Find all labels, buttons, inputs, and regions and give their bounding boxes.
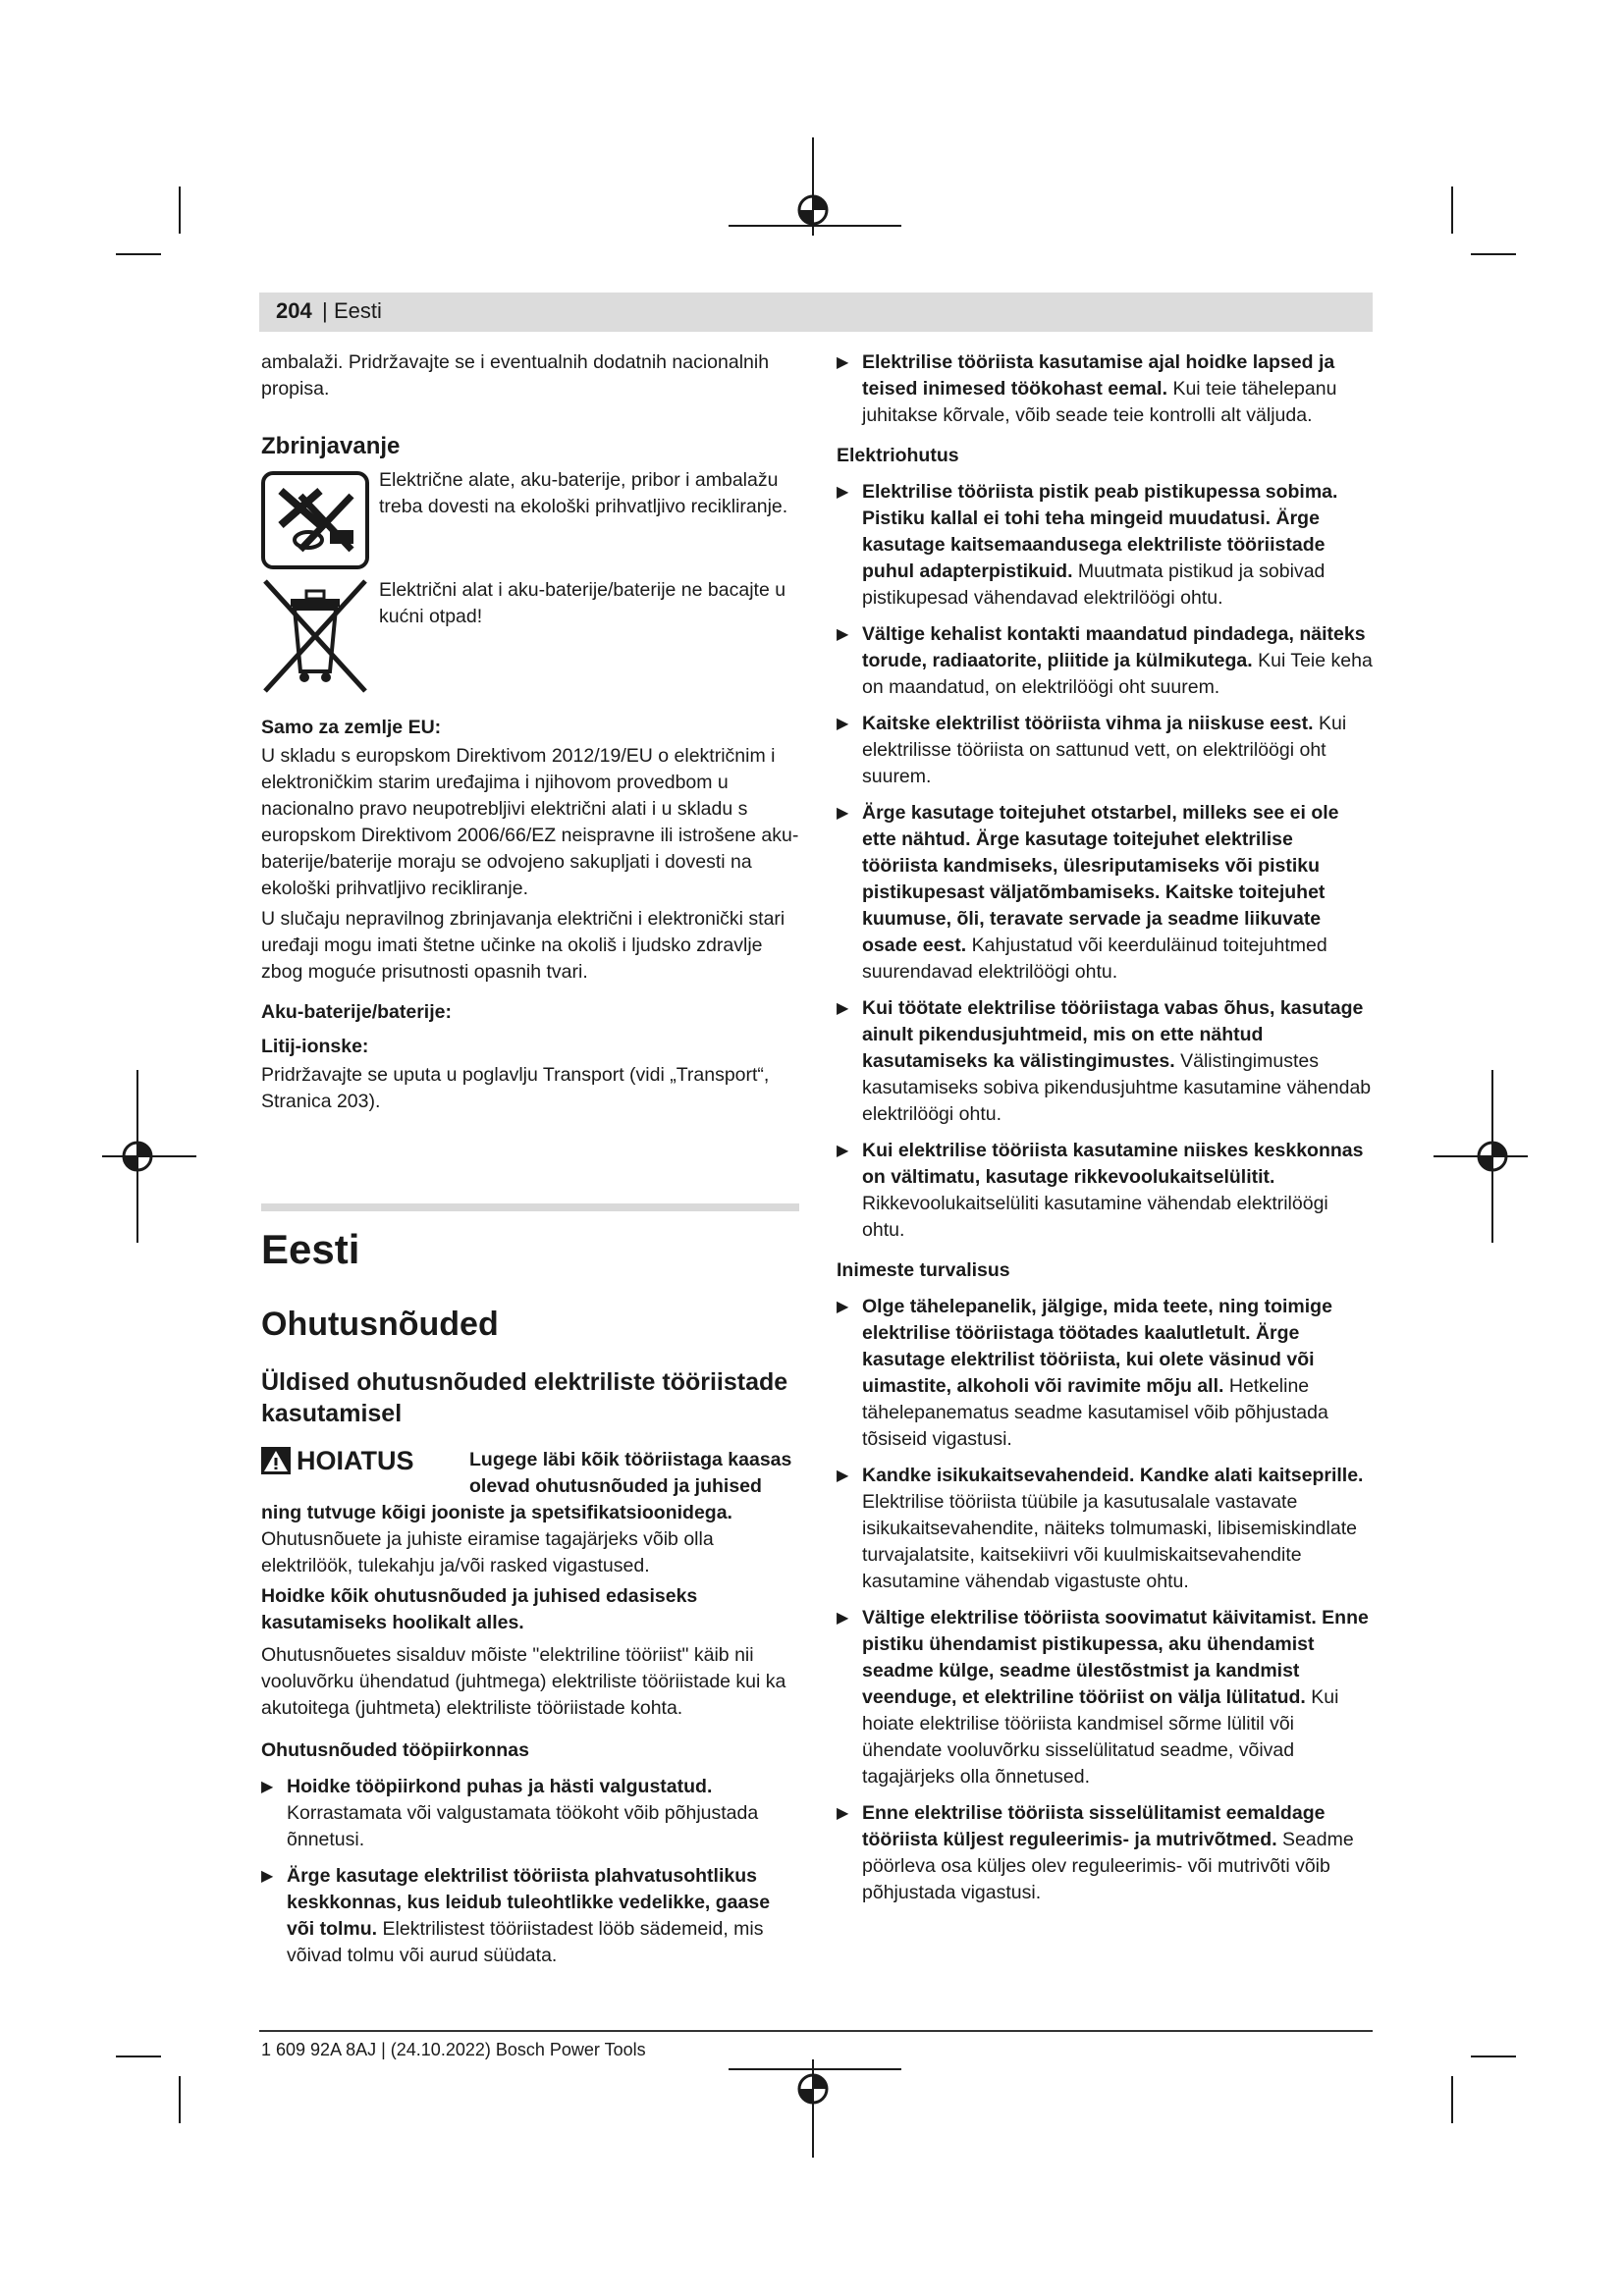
eu-heading: Samo za zemlje EU: [261,717,442,738]
list-item [837,621,1373,701]
personal-safety-heading: Inimeste turvalisus [837,1259,1010,1281]
page-number: 204 [276,298,312,323]
general-safety-heading: Üldised ohutusnõuded elektriliste tööriistade kasutamisel [261,1368,788,1427]
bullet-text: Kui hoiate elektrilise tööriista kandmisel sõrme lülitil või ühendate vooluvõrku sisselülitatud seadme, võivad tagajärjeks olla õnnetused. [862,1686,1339,1788]
warning-block [261,1447,799,1500]
bullet-lead: Elektrilise tööriista kasutamise ajal hoidke lapsed ja teised inimesed töökohast eemal. [862,351,1335,400]
warning-continuation: ning tutvuge kõigi jooniste ja spetsifikatsioonidega. [261,1502,732,1523]
list-item [837,479,1373,612]
disposal-row [261,471,799,569]
work-area-heading: Ohutusnõuded tööpiirkonnas [261,1739,529,1761]
liion-text: Pridržavajte se uputa u poglavlju Transport (vidi „Transport“, Stranica 203). [261,1064,770,1112]
eu-text: U skladu s europskom Direktivom 2012/19/EU o električnim i elektroničkim starim uređajima i njihovom provedbom u nacionalno pravo neupotrebljivi električni alati i u skladu s europskom Direktivom 2006/66/EZ neispravne ili istrošene aku-baterije/baterije moraju se odvojeno sakupljati i dovesti na ekološki prihvatljivo recikliranje. [261,745,799,899]
bullet-lead: Hoidke tööpiirkond puhas ja hästi valgustatud. [287,1776,713,1797]
list-item [261,1774,799,1853]
bullet-arrow-icon: ▶ [261,1779,274,1795]
page-header [259,293,1373,332]
crop-mark [179,2076,181,2123]
bullet-text: Muutmata pistikud ja sobivad pistikupesad vähendavad elektrilöögi ohtu. [862,561,1326,609]
bullet-arrow-icon: ▶ [837,1299,849,1315]
list-item [837,711,1373,790]
bullet-arrow-icon: ▶ [837,1143,849,1159]
bullet-text: Elektrilise tööriista tüübile ja kasutusalale vastavate isikukaitsevahendite, näiteks tolmumaski, libisemiskindlate turvajalatsite, kaitsekiivri või kuulmiskaitsevahendite kasutamine vähendab vigastuste ohtu. [862,1491,1357,1592]
crop-mark [179,187,181,234]
section-title: Eesti [261,1226,360,1272]
bullet-text: Seadme pöörleva osa küljes olev reguleerimis- või mutrivõti võib põhjustada vigastusi. [862,1829,1354,1903]
safety-title: Ohutusnõuded [261,1306,499,1343]
list-item [837,1138,1373,1244]
list-item [837,1605,1373,1790]
crop-mark [1451,2076,1453,2123]
crossed-bin-icon [261,577,369,695]
eu-text-2: U slučaju nepravilnog zbrinjavanja električni i elektronički stari uređaji mogu imati štetne učinke na okoliš i ljudsko zdravlje zbog moguće prisutnosti opasnih tvari. [261,908,785,983]
bullet-text: Välistingimustes kasutamiseks sobiva pikendusjuhtme kasutamine vähendab elektrilöögi ohtu. [862,1050,1372,1125]
disposal-text-1: Električne alate, aku-baterije, pribor i ambalažu treba dovesti na ekološki prihvatljivo recikliranje. [379,469,788,517]
bullet-text: Rikkevoolukaitselüliti kasutamine vähendab elektrilöögi ohtu. [862,1193,1328,1241]
intro-text: ambalaži. Pridržavajte se i eventualnih dodatnih nacionalnih propisa. [261,351,770,400]
list-item [261,1863,799,1969]
bullet-text: Kahjustatud või keerduläinud toitejuhtmed suurendavad elektrilöögi ohtu. [862,934,1327,983]
crop-mark [1451,187,1453,234]
bullet-arrow-icon: ▶ [837,354,849,371]
registration-mark-icon [1434,1070,1528,1243]
warning-text: Lugege läbi kõik tööriistaga kaasas olevad ohutusnõuded ja juhised [469,1449,792,1497]
bullet-arrow-icon: ▶ [837,1610,849,1627]
header-separator: | [322,298,328,323]
warning-label [261,1447,414,1474]
bullet-lead: Kandke isikukaitsevahendeid. Kandke alati kaitseprille. [862,1465,1364,1486]
disposal-text-2: Električni alat i aku-baterije/baterije ne bacajte u kućni otpad! [379,579,786,627]
bullet-text: Elektrilistest tööriistadest lööb sädemeid, mis võivad tolmu või aurud süüdata. [287,1918,764,1966]
bullet-arrow-icon: ▶ [837,716,849,732]
bullet-text: Hetkeline tähelepanematus seadme kasutamisel võib põhjustada tõsiseid vigastusi. [862,1375,1328,1450]
bullet-arrow-icon: ▶ [837,1468,849,1484]
crop-mark [116,2056,161,2057]
bullet-text: Kui elektrilisse tööriista on sattunud vett, on elektrilöögi oht suurem. [862,713,1347,787]
list-item [837,1294,1373,1453]
bullet-lead: Enne elektrilise tööriista sisselülitamist eemaldage tööriista küljest reguleerimis- ja mutrivõtmed. [862,1802,1326,1850]
registration-mark-icon [729,2059,901,2158]
bullet-arrow-icon: ▶ [261,1868,274,1885]
footer-text: 1 609 92A 8AJ | (24.10.2022) Bosch Power Tools [261,2040,646,2059]
bullet-lead: Vältige elektrilise tööriista soovimatut käivitamist. Enne pistiku ühendamist pistikupessa, aku ühendamist seadme külge, seadme ülestõstmist ja kandmist veenduge, et elektriline tööriist on välja lülitatud. [862,1607,1369,1708]
bullet-arrow-icon: ▶ [837,626,849,643]
bullet-text: Kui teie tähelepanu juhitakse kõrvale, võib seade teie kontrolli alt väljuda. [862,378,1337,426]
bullet-text: Korrastamata või valgustamata töökoht võib põhjustada õnnetusi. [287,1802,759,1850]
bullet-arrow-icon: ▶ [837,484,849,501]
bullet-lead: Ärge kasutage elektrilist tööriista plahvatusohtlikus keskkonnas, kus leidub tuleohtlikke vedelikke, gaase või tolmu. [287,1865,771,1940]
recycling-symbol-icon [261,471,369,569]
warning-triangle-icon [261,1447,291,1474]
bullet-arrow-icon: ▶ [837,1000,849,1017]
crop-mark [1471,253,1516,255]
disposal-row [261,577,799,695]
keep-instructions: Hoidke kõik ohutusnõuded ja juhised edasiseks kasutamiseks hoolikalt alles. [261,1585,698,1633]
crop-mark [1471,2056,1516,2057]
header-language: Eesti [334,298,382,323]
list-item [837,349,1373,429]
bullet-lead: Vältige kehalist kontakti maandatud pindadega, näiteks torude, radiaatorite, pliitide ja külmikutega. [862,623,1366,671]
list-item [837,1463,1373,1595]
list-item [837,1800,1373,1906]
bullet-lead: Kaitske elektrilist tööriista vihma ja niiskuse eest. [862,713,1314,734]
term-definition: Ohutusnõuetes sisalduv mõiste "elektriline tööriist" käib nii vooluvõrku ühendatud (juhtmega) elektriliste tööriistade kui ka akutoitega (juhtmeta) elektriliste tööriistade kohta. [261,1644,786,1719]
bullet-lead: Kui elektrilise tööriista kasutamine niiskes keskkonnas on vältimatu, kasutage rikkevoolukaitselülitit. [862,1140,1364,1188]
footer-rule [259,2030,1373,2032]
crop-mark [116,253,161,255]
bullet-lead: Ärge kasutage toitejuhet otstarbel, milleks see ei ole ette nähtud. Ärge kasutage toitejuhet elektrilise tööriista kandmiseks, ülesriputamiseks või pistiku pistikupesast väljatõmbamiseks. Kaitske toitejuhet kuumuse, õli, teravate servade ja seadme liikuvate osade eest. [862,802,1339,956]
disposal-heading: Zbrinjavanje [261,433,401,459]
bullet-lead: Olge tähelepanelik, jälgige, mida teete, ning toimige elektrilise tööriistaga töötades kaalutletult. Ärge kasutage elektrilist tööriista, kui olete väsinud või uimastite, alkoholi või ravimite mõju all. [862,1296,1332,1397]
bullet-arrow-icon: ▶ [837,805,849,822]
warning-body: Ohutusnõuete ja juhiste eiramise tagajärjeks võib olla elektrilöök, tulekahju ja/või rasked vigastused. [261,1528,714,1576]
battery-heading: Aku-baterije/baterije: [261,1001,452,1023]
bullet-arrow-icon: ▶ [837,1805,849,1822]
bullet-lead: Kui töötate elektrilise tööriistaga vabas õhus, kasutage ainult pikendusjuhtmeid, mis on ette nähtud kasutamiseks ka välistingimustes. [862,997,1364,1072]
registration-mark-icon [102,1070,196,1243]
list-item [837,995,1373,1128]
liion-heading: Litij-ionske: [261,1036,369,1057]
list-item [837,800,1373,986]
bullet-text: Kui Teie keha on maandatud, on elektrilöögi oht suurem. [862,650,1373,698]
right-column [837,349,1373,1916]
bullet-lead: Elektrilise tööriista pistik peab pistikupessa sobima. Pistiku kallal ei tohi teha mingeid muudatusi. Ärge kasutage kaitsemaandusega elektriliste tööriistade puhul adapterpistikuid. [862,481,1338,582]
section-divider [261,1203,799,1211]
electrical-safety-heading: Elektriohutus [837,445,959,466]
warning-word: HOIATUS [297,1445,414,1475]
registration-mark-icon [729,137,901,236]
left-column [261,349,799,1979]
